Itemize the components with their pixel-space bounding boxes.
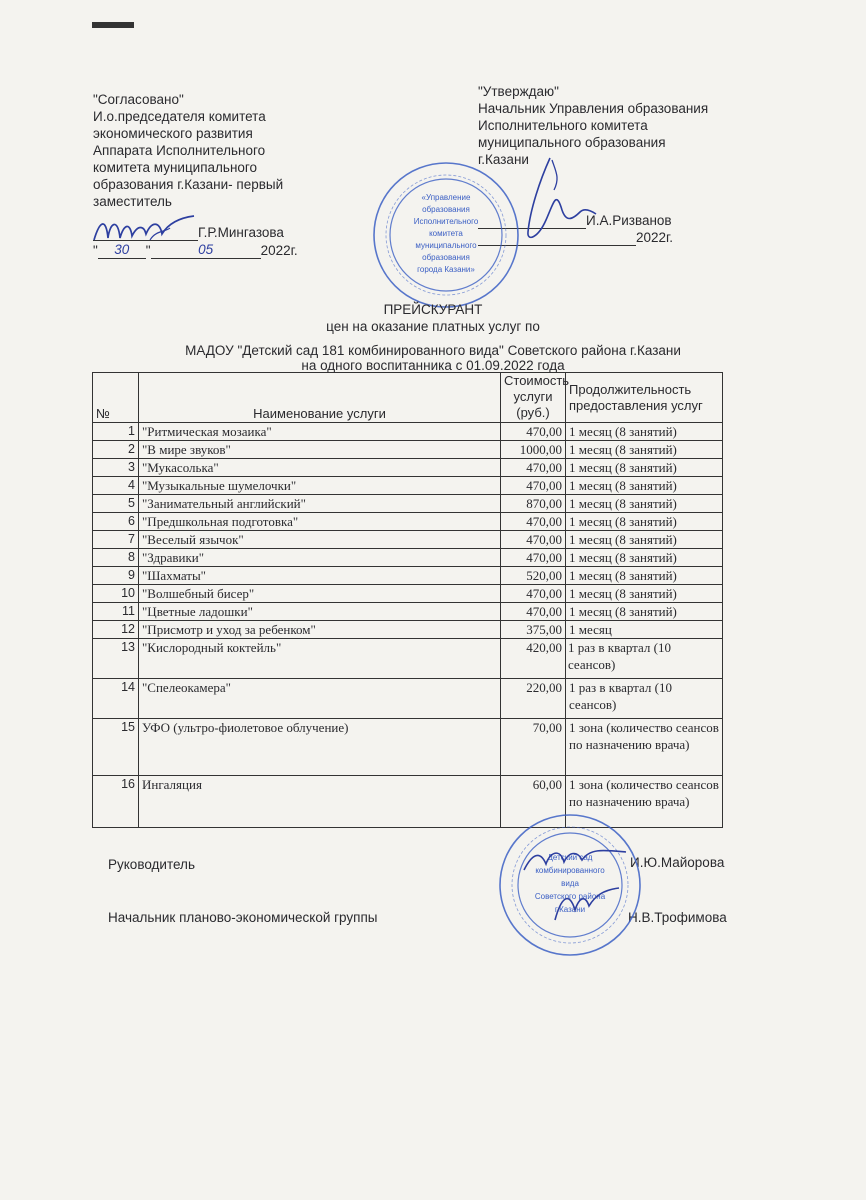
table-row — [93, 531, 723, 549]
row-price: 1000,00 — [501, 441, 566, 459]
signature-icon — [510, 150, 600, 250]
row-price: 470,00 — [501, 549, 566, 567]
approval-left-line: заместитель — [93, 194, 172, 209]
row-price: 375,00 — [501, 621, 566, 639]
approval-right-date-year: 2022г. — [636, 230, 674, 245]
row-duration: 1 месяц (8 занятий) — [566, 459, 723, 477]
table-row — [93, 513, 723, 531]
row-service: "Мукасолька" — [139, 459, 501, 477]
approval-left-line: Аппарата Исполнительного — [93, 143, 266, 158]
document-title: ПРЕЙСКУРАНТ — [383, 302, 483, 317]
row-num: 2 — [93, 441, 139, 459]
row-duration: 1 месяц (8 занятий) — [566, 603, 723, 621]
svg-text:г.Казани: г.Казани — [554, 905, 586, 914]
row-num: 4 — [93, 477, 139, 495]
date-year: 2022г. — [260, 243, 298, 258]
row-duration: 1 месяц (8 занятий) — [566, 549, 723, 567]
approval-left-signer: Г.Р.Мингазова — [198, 225, 284, 240]
row-duration: 1 месяц (8 занятий) — [566, 567, 723, 585]
row-price: 220,00 — [501, 679, 566, 719]
row-num: 13 — [93, 639, 139, 679]
row-price: 470,00 — [501, 585, 566, 603]
svg-text:города Казани»: города Казани» — [417, 265, 475, 274]
col-price: Стоимость услуги (руб.) — [501, 373, 566, 423]
row-price: 60,00 — [501, 776, 566, 828]
row-duration: 1 раз в квартал (10 сеансов) — [566, 679, 723, 719]
row-service: Ингаляция — [139, 776, 501, 828]
row-duration: 1 месяц (8 занятий) — [566, 513, 723, 531]
row-num: 10 — [93, 585, 139, 603]
row-service: "Присмотр и уход за ребенком" — [139, 621, 501, 639]
col-num: № — [93, 373, 139, 423]
row-num: 11 — [93, 603, 139, 621]
approval-right-line: муниципального образования — [478, 135, 666, 150]
row-service: "Спелеокамера" — [139, 679, 501, 719]
table-row — [93, 585, 723, 603]
row-price: 470,00 — [501, 423, 566, 441]
table-row — [93, 567, 723, 585]
planning-name: Н.В.Трофимова — [628, 910, 727, 925]
approval-left-line: И.о.председателя комитета — [93, 109, 266, 124]
row-duration: 1 месяц — [566, 621, 723, 639]
svg-text:Детский сад: Детский сад — [547, 853, 593, 862]
row-num: 12 — [93, 621, 139, 639]
row-service: "Занимательный английский" — [139, 495, 501, 513]
row-duration: 1 месяц (8 занятий) — [566, 585, 723, 603]
approval-left-line: комитета муниципального — [93, 160, 258, 175]
document-subtitle: цен на оказание платных услуг по — [326, 319, 540, 334]
approval-left-line: экономического развития — [93, 126, 253, 141]
row-price: 470,00 — [501, 459, 566, 477]
approval-right-heading: "Утверждаю" — [478, 84, 559, 99]
row-price: 470,00 — [501, 603, 566, 621]
table-row — [93, 441, 723, 459]
approval-right-line: Исполнительного комитета — [478, 118, 648, 133]
table-row — [93, 776, 723, 828]
row-service: "Волшебный бисер" — [139, 585, 501, 603]
approval-right-signer: И.А.Ризванов — [586, 213, 672, 228]
table-row — [93, 459, 723, 477]
row-duration: 1 зона (количество сеансов по назначению врача) — [566, 776, 723, 828]
row-price: 520,00 — [501, 567, 566, 585]
row-service: "Предшкольная подготовка" — [139, 513, 501, 531]
row-service: "Кислородный коктейль" — [139, 639, 501, 679]
row-num: 15 — [93, 719, 139, 776]
row-duration: 1 раз в квартал (10 сеансов) — [566, 639, 723, 679]
row-duration: 1 месяц (8 занятий) — [566, 477, 723, 495]
row-service: "Веселый язычок" — [139, 531, 501, 549]
row-service: "Шахматы" — [139, 567, 501, 585]
price-table — [92, 372, 723, 828]
signature-icon — [90, 210, 200, 255]
date-month: 05 — [151, 241, 261, 259]
svg-text:«Управление: «Управление — [421, 193, 471, 202]
head-label: Руководитель — [108, 857, 195, 872]
row-service: "Музыкальные шумелочки" — [139, 477, 501, 495]
approval-left-heading: "Согласовано" — [93, 92, 184, 107]
head-name: И.Ю.Майорова — [630, 855, 725, 870]
svg-text:Советского района: Советского района — [534, 892, 606, 901]
row-num: 16 — [93, 776, 139, 828]
table-row — [93, 679, 723, 719]
approval-right-line: Начальник Управления образования — [478, 101, 709, 116]
svg-text:комитета: комитета — [429, 229, 463, 238]
row-num: 7 — [93, 531, 139, 549]
table-row — [93, 719, 723, 776]
row-num: 9 — [93, 567, 139, 585]
row-duration: 1 зона (количество сеансов по назначению врача) — [566, 719, 723, 776]
svg-text:образования: образования — [422, 253, 470, 262]
table-row — [93, 477, 723, 495]
row-service: "Цветные ладошки" — [139, 603, 501, 621]
row-price: 420,00 — [501, 639, 566, 679]
table-row — [93, 495, 723, 513]
document-scope: на одного воспитанника с 01.09.2022 года — [301, 358, 565, 373]
svg-text:вида: вида — [561, 879, 579, 888]
table-row — [93, 621, 723, 639]
row-num: 6 — [93, 513, 139, 531]
svg-text:образования: образования — [422, 205, 470, 214]
approval-right-line: г.Казани — [478, 152, 529, 167]
scan-mark — [92, 22, 134, 28]
svg-text:Исполнительного: Исполнительного — [413, 217, 479, 226]
row-num: 1 — [93, 423, 139, 441]
row-duration: 1 месяц (8 занятий) — [566, 423, 723, 441]
row-price: 470,00 — [501, 531, 566, 549]
row-duration: 1 месяц (8 занятий) — [566, 531, 723, 549]
planning-label: Начальник планово-экономической группы — [108, 910, 378, 925]
row-service: УФО (ультро-фиолетовое облучение) — [139, 719, 501, 776]
row-num: 14 — [93, 679, 139, 719]
row-num: 5 — [93, 495, 139, 513]
row-service: "Здравики" — [139, 549, 501, 567]
row-price: 470,00 — [501, 513, 566, 531]
row-price: 470,00 — [501, 477, 566, 495]
row-duration: 1 месяц (8 занятий) — [566, 441, 723, 459]
row-price: 870,00 — [501, 495, 566, 513]
signature-icon — [520, 840, 630, 880]
table-row — [93, 549, 723, 567]
approval-left-line: образования г.Казани- первый — [93, 177, 284, 192]
row-num: 3 — [93, 459, 139, 477]
row-duration: 1 месяц (8 занятий) — [566, 495, 723, 513]
table-row — [93, 639, 723, 679]
col-name: Наименование услуги — [139, 373, 501, 423]
col-duration: Продолжительность предоставления услуг — [566, 373, 723, 423]
row-service: "В мире звуков" — [139, 441, 501, 459]
table-row — [93, 423, 723, 441]
table-row — [93, 603, 723, 621]
document-organization: МАДОУ "Детский сад 181 комбинированного вида" Советского района г.Казани — [185, 343, 681, 358]
date-day: 30 — [98, 241, 146, 259]
svg-text:муниципального: муниципального — [415, 241, 477, 250]
signature-icon — [545, 880, 625, 930]
row-service: "Ритмическая мозаика" — [139, 423, 501, 441]
row-num: 8 — [93, 549, 139, 567]
approval-left-date: " 30 " 05 2022г. — [93, 242, 298, 258]
row-price: 70,00 — [501, 719, 566, 776]
svg-text:комбинированного: комбинированного — [535, 866, 605, 875]
